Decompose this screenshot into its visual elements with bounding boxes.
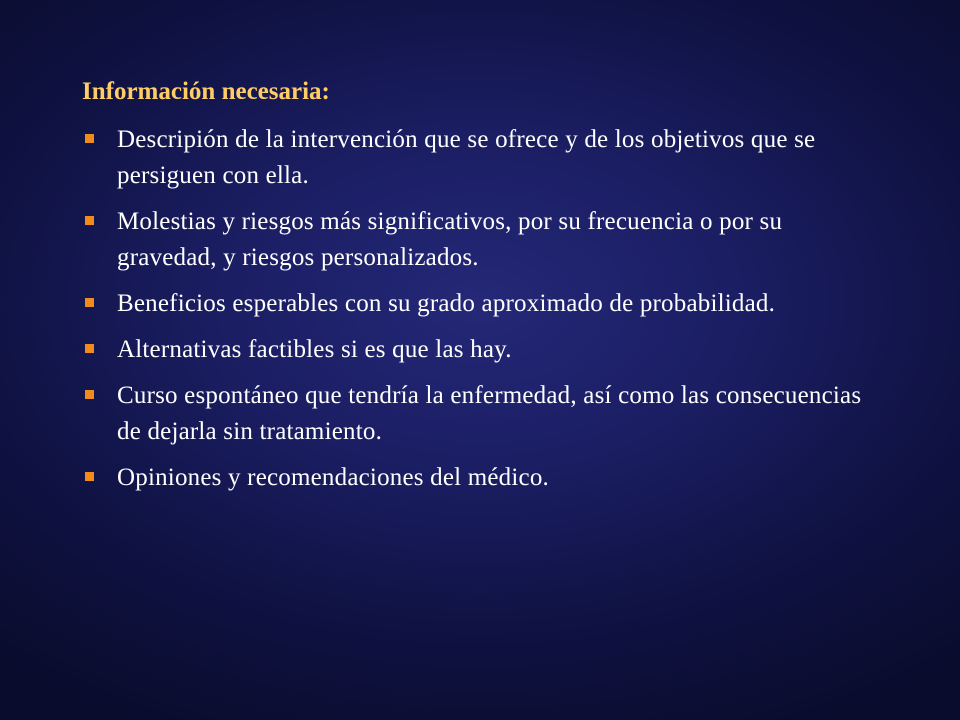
slide-heading: Información necesaria: xyxy=(82,78,330,105)
slide-content xyxy=(82,74,882,506)
bullet-text: Alternativas factibles si es que las hay. xyxy=(117,336,512,363)
bullet-item xyxy=(82,286,882,322)
bullet-text: Molestias y riesgos más significativos, por su frecuencia o por su gravedad, y riesgos personalizados. xyxy=(117,208,783,271)
bullet-item xyxy=(82,204,882,276)
bullet-item xyxy=(82,332,882,368)
bullet-item xyxy=(82,378,882,450)
bullet-text: Opiniones y recomendaciones del médico. xyxy=(117,464,549,491)
square-bullet-icon xyxy=(85,134,94,143)
bullet-text: Beneficios esperables con su grado aproximado de probabilidad. xyxy=(117,290,776,317)
square-bullet-icon xyxy=(85,344,94,353)
bullet-list xyxy=(82,122,882,496)
square-bullet-icon xyxy=(85,390,94,399)
bullet-item xyxy=(82,122,882,194)
bullet-text: Descripión de la intervención que se ofrece y de los objetivos que se persiguen con ella. xyxy=(117,126,816,189)
square-bullet-icon xyxy=(85,216,94,225)
bullet-text: Curso espontáneo que tendría la enfermedad, así como las consecuencias de dejarla sin tratamiento. xyxy=(117,382,862,445)
bullet-item xyxy=(82,460,882,496)
square-bullet-icon xyxy=(85,298,94,307)
square-bullet-icon xyxy=(85,472,94,481)
